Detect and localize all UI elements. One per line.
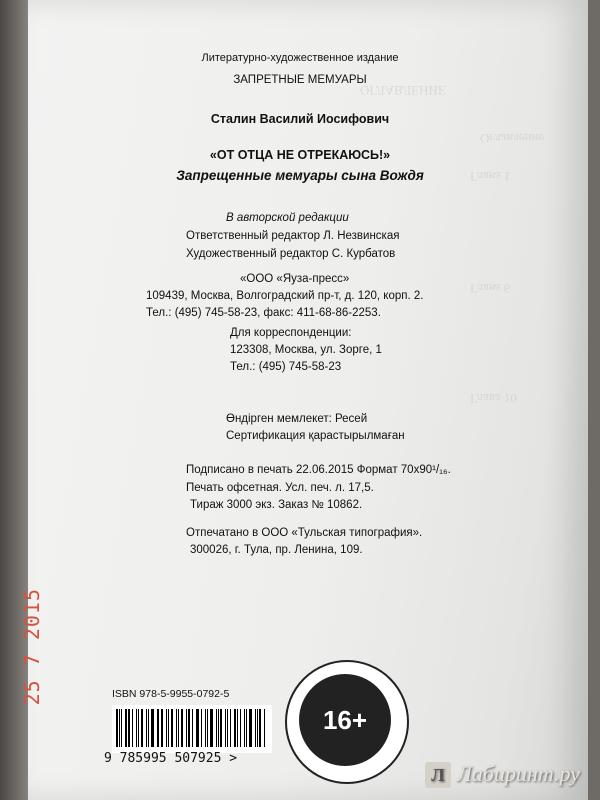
barcode-bar [255,709,256,747]
barcode-bar [225,709,226,747]
barcode-bar [166,709,167,747]
barcode-bar [216,709,217,747]
responsible-editor: Ответственный редактор Л. Незвинская [186,230,400,242]
barcode-bar [141,709,143,747]
barcode-bar [125,709,127,747]
barcode-bar [207,709,209,747]
age-rating-badge [285,660,409,784]
barcode-bar [227,709,228,747]
barcode-bar [158,709,159,747]
print-run: Тираж 3000 экз. Заказ № 10862. [190,499,363,511]
barcode-bar [264,709,265,747]
barcode-bar [119,709,120,747]
barcode-bar [121,709,122,747]
barcode-bar [151,709,154,747]
barcode-bar [188,709,190,747]
barcode-bar [176,709,177,747]
barcode-bar [237,709,238,747]
barcode [112,705,272,753]
barcode-bar [168,709,170,747]
barcode-bar [148,709,149,747]
age-rating-label: 16+ [299,674,391,766]
barcode-bar [116,709,118,747]
barcode-bar [197,709,199,747]
correspondence-address: 123308, Москва, ул. Зорге, 1 [230,344,382,356]
barcode-bar [181,709,184,747]
barcode-bar [234,709,236,747]
barcode-bar [201,709,202,747]
barcode-bar [246,709,247,747]
watermark [425,761,580,788]
barcode-bar [157,709,158,747]
date-stamp: 25 7 2015 [20,588,44,706]
barcode-bar [178,709,179,747]
correspondence-phone: Тел.: (495) 745-58-23 [230,361,342,373]
barcode-bar [220,709,222,747]
show-through-text: Глава 6 [470,281,511,296]
barcode-bar [259,709,261,747]
show-through-text: ОГЛАВЛЕНИЕ [360,83,446,98]
barcode-bar [186,709,187,747]
barcode-bar [192,709,193,747]
barcode-bar [230,709,232,747]
show-through-text: Оглавление [480,131,545,146]
author-name: Сталин Василий Иосифович [210,112,390,126]
show-through-text: Глава 1 [470,169,511,184]
country-of-origin: Өндірген мемлекет: Ресей [226,413,368,425]
certification-note: Сертификация қарастырылмаған [226,430,405,442]
isbn-label: ISBN 978-5-9955-0792-5 [112,688,230,700]
barcode-bar [205,709,206,747]
barcode-bar [146,709,148,747]
book-title: «ОТ ОТЦА НЕ ОТРЕКАЮСЬ!» [209,148,391,162]
series-name: ЗАПРЕТНЫЕ МЕМУАРЫ [233,74,367,86]
barcode-bar [138,709,139,747]
barcode-bar [128,709,131,747]
print-type: Печать офсетная. Усл. печ. л. 17,5. [186,482,374,494]
printed-at: Отпечатано в ООО «Тульская типография». [186,527,423,539]
correspondence-label: Для корреспонденции: [230,327,352,339]
edition-note: В авторской редакции [226,212,349,224]
barcode-bar [196,709,197,747]
publisher-name: «ООО «Яуза-пресс» [240,273,350,285]
barcode-digits: 9 785995 507925 > [104,751,238,766]
barcode-bar [132,709,133,747]
barcode-bar [218,709,219,747]
book-subtitle: Запрещенные мемуары сына Вождя [176,168,424,183]
barcode-bar [161,709,163,747]
show-through-text: Глава 10 [470,391,517,406]
barcode-bar [244,709,246,747]
barcode-bar [257,709,258,747]
barcode-bar [249,709,252,747]
barcode-bar [136,709,137,747]
watermark-text: Лабиринт.ру [456,761,580,786]
publisher-phone: Тел.: (495) 745-58-23, факс: 411-68-86-2253. [146,307,381,319]
printer-address: 300026, г. Тула, пр. Ленина, 109. [190,544,363,556]
barcode-bar [210,709,213,747]
series-type: Литературно-художественное издание [201,52,399,64]
barcode-bars [116,709,266,747]
barcode-bar [171,709,173,747]
labirint-logo-icon: Л [425,762,451,788]
barcode-bar [240,709,241,747]
signed-for-print: Подписано в печать 22.06.2015 Формат 70x90¹/₁₆. [186,464,451,476]
publisher-address: 109439, Москва, Волгоградский пр-т, д. 120, корп. 2. [146,290,424,302]
art-editor: Художественный редактор С. Курбатов [186,248,396,260]
